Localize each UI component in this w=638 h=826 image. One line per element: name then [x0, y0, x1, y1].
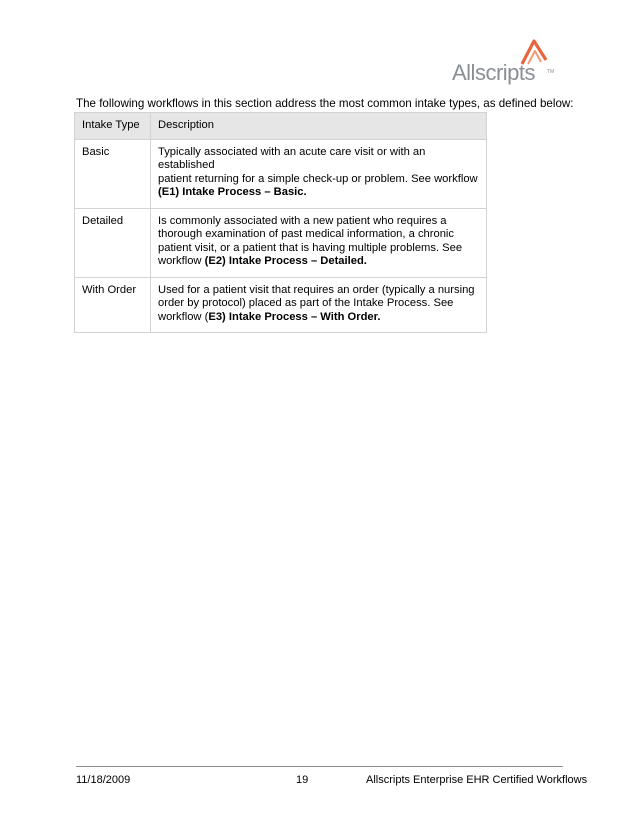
footer-page-number: 19	[296, 774, 309, 786]
logo-text: Allscripts	[452, 60, 536, 85]
footer-divider	[76, 766, 563, 767]
description-line: thorough examination of past medical information, a chronic	[158, 228, 455, 240]
intake-type-cell: Detailed	[75, 208, 151, 277]
description-line-prefix: workflow (	[158, 310, 209, 323]
workflow-reference: (E2) Intake Process – Detailed.	[204, 255, 367, 267]
table-header-row	[75, 113, 487, 140]
intro-paragraph: The following workflows in this section address the most common intake types, as defined below:	[76, 97, 574, 110]
description-line: Is commonly associated with a new patient who requires a	[158, 214, 447, 227]
intake-type-cell: With Order	[75, 277, 151, 333]
workflow-reference: (E1) Intake Process – Basic.	[158, 186, 307, 198]
table-row	[75, 208, 487, 277]
header-description: Description	[151, 113, 487, 140]
description-line: patient visit, or a patient that is having multiple problems. See	[158, 241, 463, 254]
allscripts-logo	[452, 38, 562, 86]
intake-type-cell: Basic	[75, 139, 151, 208]
intake-types-table	[74, 112, 487, 333]
table-row	[75, 277, 487, 333]
workflow-reference: E3) Intake Process – With Order.	[208, 310, 381, 323]
table-row	[75, 139, 487, 208]
description-cell	[151, 208, 487, 277]
description-line: order by protocol) placed as part of the Intake Process. See	[158, 297, 454, 309]
header-intake-type: Intake Type	[75, 113, 151, 140]
footer-document-title: Allscripts Enterprise EHR Certified Workflows	[366, 774, 588, 786]
description-line: Used for a patient visit that requires an order (typically a nursing	[158, 283, 475, 296]
description-cell	[151, 277, 487, 333]
description-cell	[151, 139, 487, 208]
description-line: Typically associated with an acute care visit or with an established	[158, 145, 426, 171]
description-line-prefix: workflow	[158, 255, 205, 267]
logo-trademark: TM	[547, 69, 555, 75]
description-line: patient returning for a simple check-up or problem. See workflow	[158, 172, 478, 185]
footer-date: 11/18/2009	[76, 774, 131, 786]
